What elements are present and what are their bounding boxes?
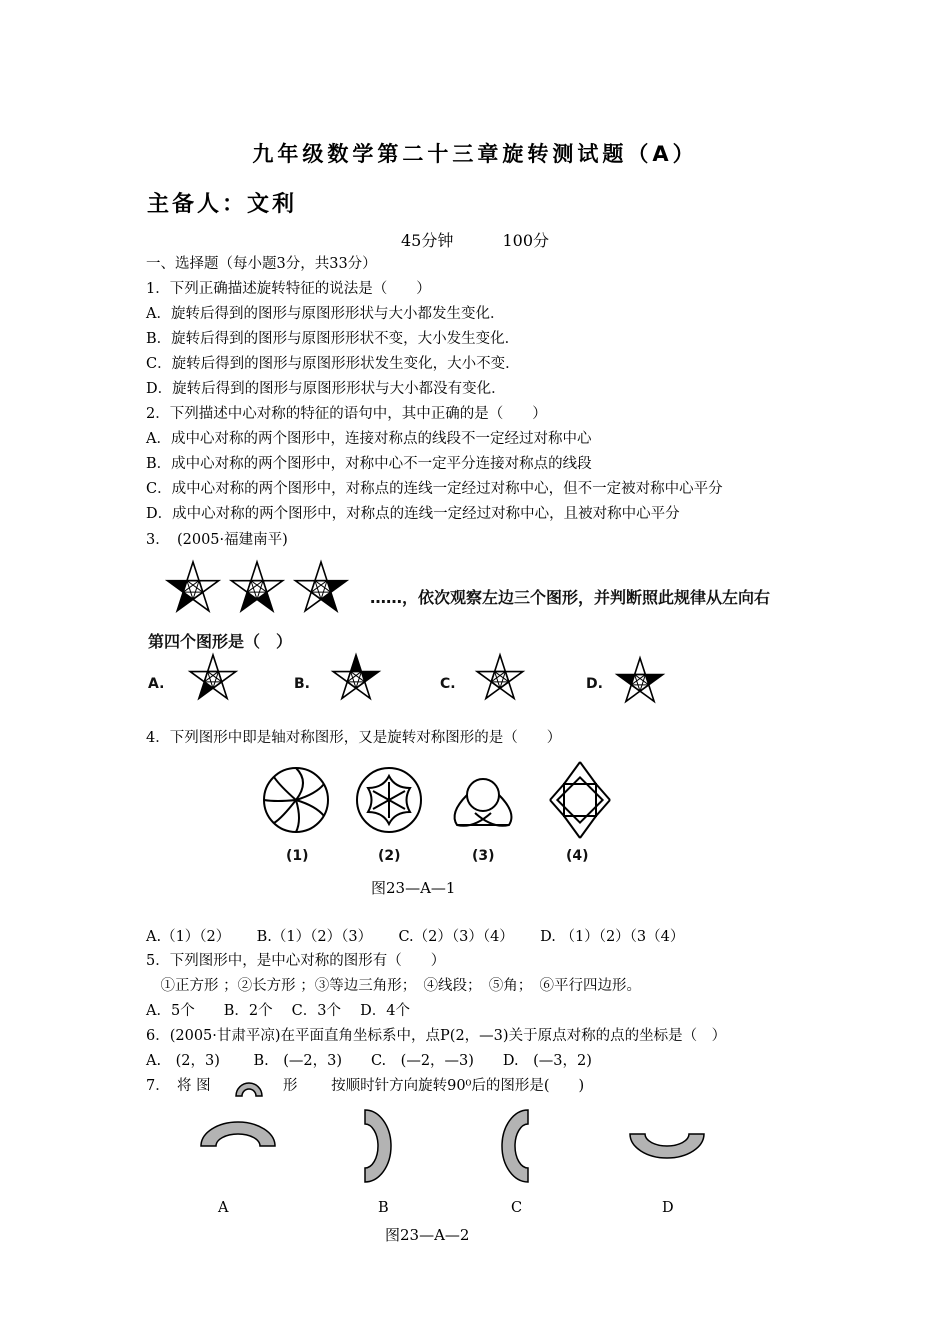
q3-star-option-a bbox=[190, 655, 236, 698]
q2-option-c: C．成中心对称的两个图形中，对称点的连线一定经过对称中心，但不一定被对称中心平分 bbox=[146, 481, 723, 497]
q4-label-3: (3) bbox=[472, 848, 495, 864]
q3-star-3 bbox=[295, 562, 346, 611]
q7-shape-c bbox=[502, 1110, 528, 1182]
figure-caption-2: 图23—A—2 bbox=[385, 1226, 470, 1244]
q3-label-b: B. bbox=[294, 676, 310, 692]
q3-star-1 bbox=[167, 562, 218, 611]
q1-option-d: D．旋转后得到的图形与原图形形状与大小都没有变化． bbox=[146, 381, 506, 397]
q7-label-c: C bbox=[511, 1200, 523, 1216]
q7-shape-b bbox=[365, 1110, 391, 1182]
q7-label-b: B bbox=[378, 1200, 389, 1216]
q2-option-b: B．成中心对称的两个图形中，对称中心不一定平分连接对称点的线段 bbox=[146, 456, 592, 472]
q3-star-figure bbox=[0, 555, 950, 705]
q7-label-a: A bbox=[218, 1200, 229, 1216]
figure-caption-1: 图23—A—1 bbox=[371, 879, 456, 897]
q6-options: A. (2，3) B. (—2，3) C. (—2，—3) D. (—3，2) bbox=[146, 1053, 592, 1069]
q3-star-option-d bbox=[617, 658, 663, 701]
total-score: 100分 bbox=[502, 231, 549, 250]
q1-option-a: A．旋转后得到的图形与原图形形状与大小都发生变化． bbox=[146, 306, 505, 322]
q3-star-2 bbox=[231, 562, 282, 611]
q5-stem: 5．下列图形中，是中心对称的图形有（ ） bbox=[146, 953, 446, 969]
q1-option-b: B．旋转后得到的图形与原图形形状不变，大小发生变化． bbox=[146, 331, 520, 347]
q3-label-d: D. bbox=[586, 676, 603, 692]
q4-label-2: (2) bbox=[378, 848, 401, 864]
q5-options: A．5个 B．2个 C．3个 D．4个 bbox=[146, 1003, 410, 1019]
q6-stem: 6．(2005·甘肃平凉)在平面直角坐标系中，点P(2，—3)关于原点对称的点的坐标是（ ） bbox=[146, 1028, 727, 1044]
q7-shape-a bbox=[201, 1122, 275, 1146]
section-heading: 一、选择题（每小题3分，共33分） bbox=[146, 256, 377, 272]
q7-inline-arch bbox=[232, 1074, 272, 1104]
q2-stem: 2．下列描述中心对称的特征的语句中，其中正确的是（ ） bbox=[146, 406, 547, 422]
q3-star-option-b bbox=[333, 655, 379, 698]
page-title: 九年级数学第二十三章旋转测试题（A） bbox=[252, 142, 698, 166]
time-score-line bbox=[0, 228, 950, 251]
q7-shape-d bbox=[630, 1134, 704, 1158]
q4-label-4: (4) bbox=[566, 848, 589, 864]
q4-figure-1 bbox=[264, 768, 328, 832]
q4-stem: 4．下列图形中即是轴对称图形，又是旋转对称图形的是（ ） bbox=[146, 730, 562, 746]
q7-stem-start: 7． 将 图 bbox=[146, 1078, 211, 1094]
q4-figure-4 bbox=[550, 762, 610, 838]
q3-label-c: C. bbox=[440, 676, 456, 692]
q4-figure-3 bbox=[455, 779, 512, 826]
q7-stem-end: 形 按顺时针方向旋转90⁰后的图形是( ) bbox=[283, 1078, 585, 1094]
q5-items: ①正方形 ；②长方形 ；③等边三角形； ④线段； ⑤角； ⑥平行四边形。 bbox=[146, 978, 641, 994]
q2-option-a: A．成中心对称的两个图形中，连接对称点的线段不一定经过对称中心 bbox=[146, 431, 592, 447]
q4-figure-2 bbox=[357, 768, 421, 832]
q1-option-c: C．旋转后得到的图形与原图形形状发生变化，大小不变． bbox=[146, 356, 520, 372]
q3-star-option-c bbox=[477, 655, 523, 698]
q7-options-figure bbox=[195, 1110, 715, 1190]
q3-stem: 3． (2005·福建南平) bbox=[146, 532, 288, 548]
q3-fourth-text: 第四个图形是（ ） bbox=[148, 632, 293, 651]
q3-label-a: A. bbox=[148, 676, 165, 692]
q4-label-1: (1) bbox=[286, 848, 309, 864]
q3-observe-text: ……，依次观察左边三个图形，并判断照此规律从左向右 bbox=[370, 588, 771, 607]
q2-option-d: D．成中心对称的两个图形中，对称点的连线一定经过对称中心，且被对称中心平分 bbox=[146, 506, 680, 522]
q1-stem: 1．下列正确描述旋转特征的说法是（ ） bbox=[146, 281, 431, 297]
q4-figures bbox=[255, 757, 675, 847]
duration: 45分钟 bbox=[400, 231, 454, 250]
q4-options: A.（1）（2） B.（1）（2）（3） C.（2）（3）（4） D. （1）（2）（3（4） bbox=[146, 929, 685, 945]
q7-label-d: D bbox=[662, 1200, 674, 1216]
author-line: 主备人：文利 bbox=[147, 192, 298, 217]
